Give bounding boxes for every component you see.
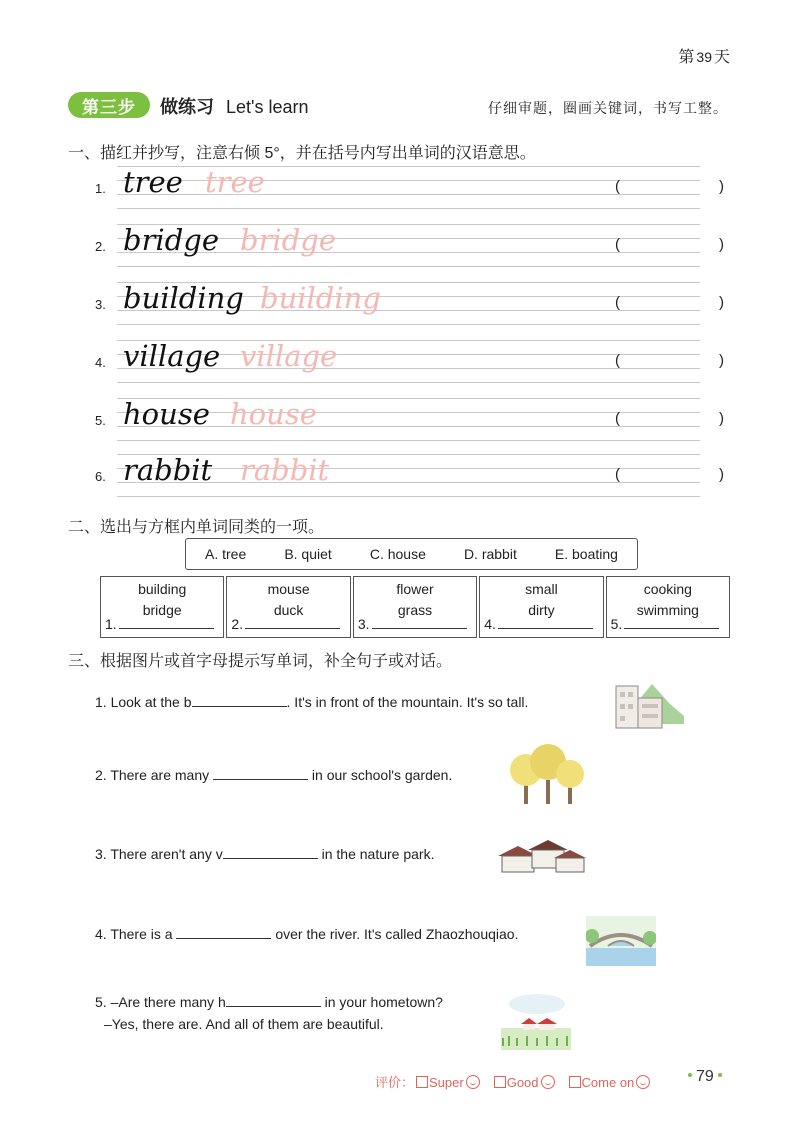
answer-blank[interactable] [611, 614, 720, 635]
model-word: rabbit [123, 453, 213, 487]
q2-blank[interactable] [213, 779, 308, 780]
question-2 [95, 767, 452, 783]
option-box [185, 538, 638, 570]
q4-text-a: 4. There is a [95, 926, 177, 942]
box-word: dirty [528, 602, 555, 618]
box-word: mouse [267, 581, 310, 597]
writing-row [95, 280, 735, 330]
paren-right: ) [719, 410, 724, 427]
come-on-checkbox[interactable] [569, 1076, 581, 1088]
day-suffix: 天 [713, 49, 730, 66]
box-word: cooking [643, 581, 692, 597]
day-label [678, 44, 730, 67]
paren-left: ( [615, 352, 620, 369]
good-label: Good [506, 1075, 539, 1090]
blank-number: 3. [357, 616, 370, 632]
paren-left: ( [615, 466, 620, 483]
option-b: B. quiet [284, 546, 332, 562]
option-a: A. tree [205, 546, 247, 562]
rating-label: 评价： [375, 1076, 415, 1091]
q5-text-a: 5. –Are there many h [95, 994, 226, 1010]
writing-row [95, 396, 735, 446]
option-d: D. rabbit [463, 546, 517, 562]
paren-right: ) [719, 236, 724, 253]
dot-icon [718, 1073, 722, 1077]
step-title-en: Let's learn [226, 97, 309, 117]
box-word: bridge [142, 602, 182, 618]
paren-right: ) [719, 466, 724, 483]
come-on-label: Come on [581, 1075, 635, 1090]
trace-word: village [240, 339, 338, 373]
bridge-picture [586, 916, 656, 966]
step-title-cn: 做练习 [160, 97, 214, 117]
super-label: Super [429, 1075, 464, 1090]
question-5 [95, 994, 443, 1010]
blank-number: 1. [105, 616, 117, 632]
paren-left: ( [615, 410, 620, 427]
item-number: 3. [95, 297, 106, 312]
section1-title: 一、描红并抄写，注意右倾 5°，并在括号内写出单词的汉语意思。 [68, 145, 536, 162]
q5-blank[interactable] [226, 1006, 321, 1007]
option-c: C. house [369, 546, 426, 562]
answer-blank[interactable] [105, 614, 214, 635]
q2-text-a: 2. There are many [95, 767, 214, 783]
paren-left: ( [615, 178, 620, 195]
blank-number: 4. [484, 616, 496, 632]
word-box [606, 576, 730, 638]
trace-word: tree [205, 165, 265, 199]
box-word: building [138, 581, 187, 597]
paren-right: ) [719, 294, 724, 311]
section3-title: 三、根据图片或首字母提示写单词，补全句子或对话。 [68, 653, 453, 670]
answer-blank[interactable] [358, 614, 467, 635]
day-number: 39 [696, 49, 712, 65]
dot-icon [688, 1073, 692, 1077]
word-box [353, 576, 477, 638]
question-4 [95, 926, 518, 942]
trace-word: house [230, 397, 317, 431]
question-3 [95, 846, 434, 862]
model-word: house [123, 397, 210, 431]
trace-word: rabbit [240, 453, 330, 487]
q1-text-b: . It's in front of the mountain. It's so tall. [286, 694, 529, 710]
paren-left: ( [615, 236, 620, 253]
blank-number: 5. [610, 616, 623, 632]
box-word: swimming [636, 602, 699, 618]
super-checkbox[interactable] [416, 1076, 428, 1088]
q2-text-b: in our school's garden. [308, 767, 453, 783]
q1-blank[interactable] [192, 706, 287, 707]
model-word: tree [123, 165, 183, 199]
paren-left: ( [615, 294, 620, 311]
q1-text-a: 1. Look at the b [95, 694, 192, 710]
trace-word: bridge [240, 223, 336, 257]
word-boxes [100, 576, 730, 638]
good-checkbox[interactable] [494, 1076, 506, 1088]
model-word: building [123, 281, 244, 315]
answer-blank[interactable] [231, 614, 340, 635]
model-word: bridge [123, 223, 219, 257]
answer-blank[interactable] [484, 614, 593, 635]
paren-right: ) [719, 178, 724, 195]
q3-blank[interactable] [223, 858, 318, 859]
rating-bar [375, 1072, 650, 1091]
trees-picture [508, 742, 586, 808]
paren-right: ) [719, 352, 724, 369]
trace-word: building [260, 281, 381, 315]
q4-blank[interactable] [176, 938, 271, 939]
item-number: 1. [95, 181, 106, 196]
building-picture [614, 676, 684, 730]
word-box [479, 576, 603, 638]
box-word: flower [396, 581, 434, 597]
step-badge: 第三步 [68, 92, 150, 118]
q4-text-b: over the river. It's called Zhaozhouqiao. [271, 926, 519, 942]
happy-face-icon [636, 1075, 650, 1089]
box-word: grass [397, 602, 433, 618]
word-box [226, 576, 350, 638]
page-number [684, 1068, 726, 1086]
item-number: 6. [95, 469, 106, 484]
q5-answer: –Yes, there are. And all of them are beautiful. [104, 1016, 384, 1032]
q5-text-b: in your hometown? [320, 994, 443, 1010]
q3-text-a: 3. There aren't any v [95, 846, 223, 862]
day-prefix: 第 [678, 49, 695, 66]
houses-picture [497, 988, 575, 1054]
smile-face-icon [541, 1075, 555, 1089]
writing-row [95, 164, 735, 214]
writing-row [95, 338, 735, 388]
step-title [160, 93, 309, 119]
box-word: duck [273, 602, 304, 618]
option-e: E. boating [554, 546, 618, 562]
item-number: 5. [95, 413, 106, 428]
blank-number: 2. [231, 616, 244, 632]
question-1 [95, 694, 528, 710]
word-box [100, 576, 224, 638]
box-word: small [525, 581, 558, 597]
section2-title: 二、选出与方框内单词同类的一项。 [68, 519, 325, 536]
page-number-text: 79 [696, 1068, 714, 1085]
writing-row [95, 452, 735, 502]
instruction-tip: 仔细审题，圈画关键词，书写工整。 [488, 101, 728, 117]
model-word: village [123, 339, 221, 373]
laugh-face-icon [466, 1075, 480, 1089]
writing-row [95, 222, 735, 272]
village-picture [494, 834, 586, 878]
item-number: 2. [95, 239, 106, 254]
item-number: 4. [95, 355, 106, 370]
q3-text-b: in the nature park. [317, 846, 435, 862]
